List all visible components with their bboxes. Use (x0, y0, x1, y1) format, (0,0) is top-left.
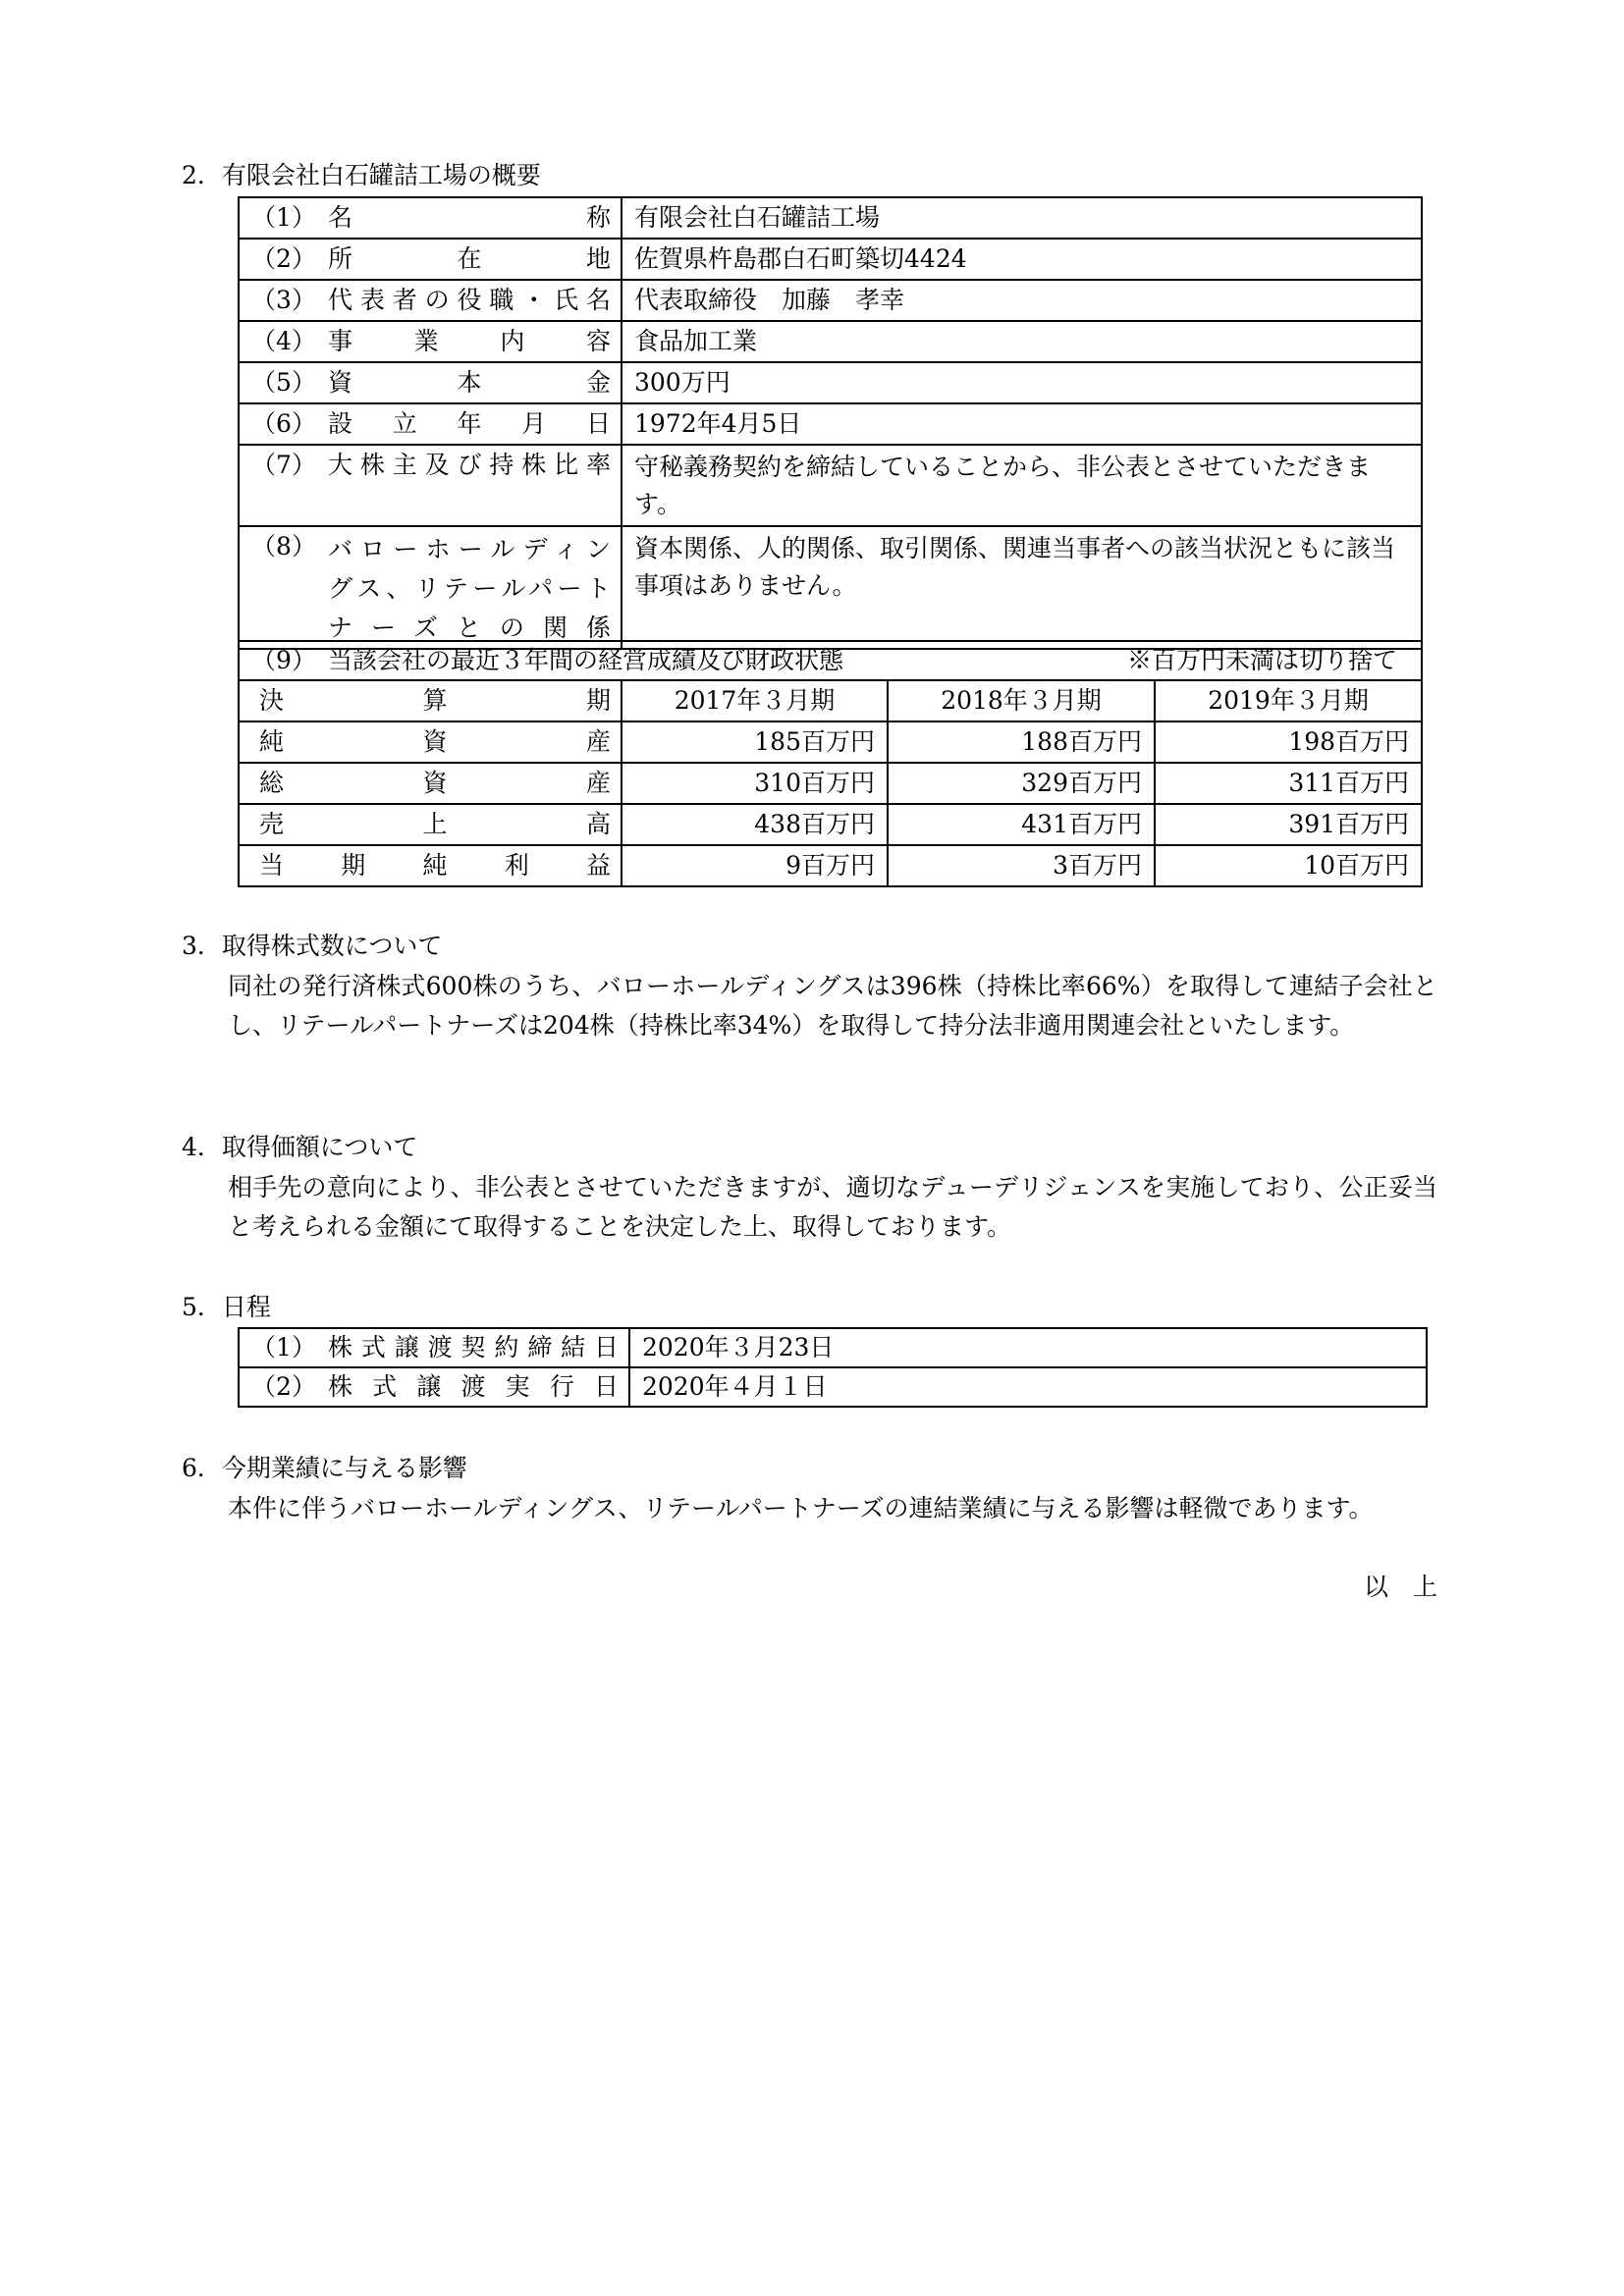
overview-row (239, 239, 1422, 280)
metric-value: 10百万円 (1155, 845, 1422, 886)
financial-header-row (239, 680, 1422, 721)
row-value: 代表取締役 加藤 孝幸 (622, 280, 1422, 321)
metric-value: 329百万円 (888, 763, 1155, 804)
period-column: 2018年３月期 (888, 680, 1155, 721)
row-number: （1） (251, 203, 316, 232)
financial-note: ※百万円未満は切り捨て (1127, 646, 1398, 674)
metric-value: 391百万円 (1155, 804, 1422, 845)
row-number: （5） (251, 368, 316, 397)
section-6-body: 本件に伴うバローホールディングス、リテールパートナーズの連結業績に与える影響は軽微であります。 (228, 1494, 1374, 1522)
metric-value: 438百万円 (622, 804, 888, 845)
row-number: （8） (251, 532, 316, 561)
metric-label: 売 上 高 (259, 810, 611, 838)
row-value: 2020年３月23日 (629, 1328, 1427, 1367)
financial-row (239, 845, 1422, 886)
row-label: 資 本 金 (328, 368, 611, 397)
row-number: （4） (251, 327, 316, 355)
row-value: 2020年４月１日 (629, 1367, 1427, 1407)
schedule-row (239, 1328, 1427, 1367)
row-number: （7） (251, 451, 316, 479)
period-column: 2019年３月期 (1155, 680, 1422, 721)
row-label: 名 称 (328, 203, 611, 232)
row-value: 有限会社白石罐詰工場 (622, 197, 1422, 239)
section-4-body: 相手先の意向により、非公表とさせていただきますが、適切なデューデリジェンスを実施しており、公正妥当と考えられる金額にて取得することを決定した上、取得しております。 (228, 1173, 1437, 1241)
financial-title-row (239, 641, 1422, 680)
section-2-heading: 2．有限会社白石罐詰工場の概要 (182, 161, 541, 189)
financial-row (239, 763, 1422, 804)
metric-value: 185百万円 (622, 721, 888, 763)
section-4-heading: 4．取得価額について (182, 1133, 418, 1161)
overview-row (239, 526, 1422, 649)
row-number: （2） (251, 244, 316, 273)
closing-text: 以 上 (1363, 1573, 1437, 1601)
period-column: 2017年３月期 (622, 680, 888, 721)
overview-row (239, 321, 1422, 362)
overview-row (239, 362, 1422, 403)
row-label: 株式譲渡契約締結日 (328, 1333, 619, 1362)
row-label: 大株主及び持株比率 (328, 451, 611, 479)
row-label: 株式譲渡実行日 (328, 1372, 619, 1401)
financial-table (238, 640, 1423, 887)
metric-value: 188百万円 (888, 721, 1155, 763)
metric-value: 3百万円 (888, 845, 1155, 886)
row-label: 事 業 内 容 (328, 327, 611, 355)
row-label: 所 在 地 (328, 244, 611, 273)
metric-value: 311百万円 (1155, 763, 1422, 804)
financial-row (239, 721, 1422, 763)
section-3-heading: 3．取得株式数について (182, 932, 443, 960)
row-label: 代表者の役職・氏名 (328, 286, 611, 314)
row-value: 300万円 (622, 362, 1422, 403)
row-value: 食品加工業 (622, 321, 1422, 362)
row-value: 佐賀県杵島郡白石町築切4424 (622, 239, 1422, 280)
row-label: 設 立 年 月 日 (328, 409, 611, 438)
company-overview-table (238, 196, 1423, 650)
row-number: （2） (251, 1372, 316, 1401)
section-6-heading: 6．今期業績に与える影響 (182, 1454, 467, 1482)
overview-row (239, 197, 1422, 239)
metric-value: 9百万円 (622, 845, 888, 886)
metric-value: 310百万円 (622, 763, 888, 804)
period-label: 決 算 期 (259, 686, 611, 715)
schedule-row (239, 1367, 1427, 1407)
row-number: （6） (251, 409, 316, 438)
metric-value: 431百万円 (888, 804, 1155, 845)
metric-label: 総 資 産 (259, 769, 611, 797)
metric-value: 198百万円 (1155, 721, 1422, 763)
section-3-body: 同社の発行済株式600株のうち、バローホールディングスは396株（持株比率66%）を取得して連結子会社とし、リテールパートナーズは204株（持株比率34%）を取得して持分法非適用関連会社といたします。 (228, 972, 1437, 1040)
row-label: バローホールディン グス、リテールパート ナーズとの関係 (328, 535, 611, 642)
section-5-heading: 5．日程 (182, 1293, 271, 1321)
row-value: 1972年4月5日 (622, 403, 1422, 445)
metric-label: 当 期 純 利 益 (259, 851, 611, 880)
overview-row (239, 403, 1422, 445)
row-value: 守秘義務契約を締結していることから、非公表とさせていただきます。 (622, 445, 1422, 526)
schedule-table (238, 1327, 1428, 1408)
overview-row (239, 445, 1422, 526)
metric-label: 純 資 産 (259, 727, 611, 756)
row-value: 資本関係、人的関係、取引関係、関連当事者への該当状況ともに該当事項はありません。 (622, 526, 1422, 649)
overview-row (239, 280, 1422, 321)
row-number: （9） (251, 646, 316, 674)
row-number: （1） (251, 1333, 316, 1362)
financial-row (239, 804, 1422, 845)
financial-title: 当該会社の最近３年間の経営成績及び財政状態 (328, 646, 844, 674)
row-number: （3） (251, 286, 316, 314)
